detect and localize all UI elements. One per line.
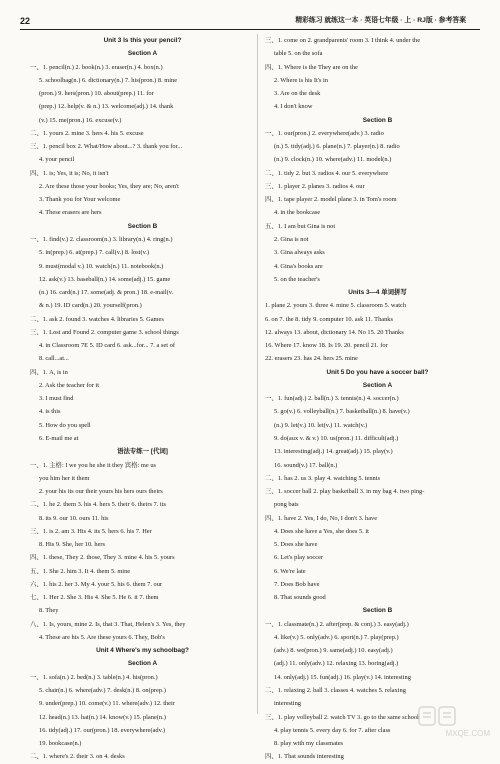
answer-line: 6. E-mail me at <box>39 434 79 442</box>
answer-line: 12. head(n.) 13. hat(n.) 14. know(v.) 15. plane(n.) <box>39 713 166 721</box>
answer-line: 4. These are his 5. Are these yours 6. They, Bob's <box>39 633 165 641</box>
answer-line: 5. in(prep.) 6. at(prep.) 7. call(v.) 8. lost(v.) <box>39 249 150 257</box>
answer-line: 三、1. soccer ball 2. play basketball 3. in my bag 4. two ping- <box>265 488 425 496</box>
answer-line: 一、1. find(v.) 2. classroom(n.) 3. library(n.) 4. ring(n.) <box>30 235 173 243</box>
answer-line: 4. is this <box>39 408 61 416</box>
answer-line: 八、1. Is, yours, mine 2. Is, that 3. That, Helen's 3. Yes, they <box>30 620 186 628</box>
header-rule <box>20 29 480 30</box>
answer-line: 一、1. pencil(n.) 2. book(n.) 3. eraser(n.) 4. box(n.) <box>30 63 163 71</box>
answer-line: 四、1. A, is in <box>30 368 68 376</box>
answer-line: 四、1. That sounds interesting <box>265 753 344 761</box>
answer-line: (n.) 9. let(v.) 10. let(v.) 11. watch(v.) <box>274 421 368 429</box>
answer-line: 四、1. these, They 2. those, They 3. mine 4. his 5. yours <box>30 554 175 562</box>
answer-line: (adj.) 11. only(adv.) 12. relaxing 13. boring(adj.) <box>274 660 399 668</box>
answer-line: 19. bookcase(n.) <box>39 740 82 748</box>
answer-line: 四、1. have 2. Yes, I do, No, I don't 3. have <box>265 514 378 522</box>
section-heading: Unit 5 Do you have a soccer ball? <box>326 368 429 376</box>
answer-line: table 5. on the sofa <box>274 50 323 58</box>
answer-line: 5. schoolbag(n.) 6. dictionary(n.) 7. his(pron.) 8. mine <box>39 76 178 84</box>
section-heading: Section B <box>362 607 393 615</box>
answer-line: 2. Gina is not <box>274 235 309 243</box>
answer-line: 4. I don't know <box>274 103 313 111</box>
answer-line: 9. under(prep.) 10. come(v.) 11. where(adv.) 12. their <box>39 700 175 708</box>
answer-line: 9. must(modal v.) 10. watch(n.) 11. notebook(n.) <box>39 262 164 270</box>
answer-line: 6. on 7. the 8. tidy 9. computer 10. ask 11. Thanks <box>265 315 393 323</box>
answer-line: 3. Are on the desk <box>274 90 321 98</box>
answer-line: 二、1. tidy 2. but 3. radios 4. our 5. everywhere <box>265 169 389 177</box>
answer-line: 4. in the bookcase <box>274 209 321 217</box>
answer-line: 9. do(aux v. & v.) 10. us(pron.) 11. difficult(adj.) <box>274 434 399 442</box>
section-heading: Unit 4 Where's my schoolbag? <box>96 647 189 655</box>
answer-line: (n.) 16. card(n.) 17. some(adj. & pron.) 18. e-mail(v. <box>39 289 174 297</box>
answer-line: 三、1. pencil box 2. What/How about...? 3. thank you for... <box>30 143 183 151</box>
answer-line: (n.) 5. tidy(adj.) 6. plane(n.) 7. player(n.) 8. radio <box>274 143 400 151</box>
answer-line: 12. ask(v.) 13. baseball(n.) 14. some(adj.) 15. game <box>39 275 171 283</box>
answer-line: 三、1. is 2. am 3. His 4. its 5. hers 6. his 7. Her <box>30 527 152 535</box>
answer-line: 一、1. fun(adj.) 2. ball(n.) 3. tennis(n.) 4. soccer(n.) <box>265 395 399 403</box>
answer-line: 4. like(v.) 5. only(adv.) 6. sport(n.) 7. play(prep.) <box>274 633 399 641</box>
section-heading: Section A <box>127 660 158 668</box>
answer-line: 4. your pencil <box>39 156 75 164</box>
answer-line: 一、1. 主格: I we you he she it they 宾格: me us <box>30 461 157 469</box>
answer-line: pong bats <box>274 501 299 509</box>
answer-line: 一、1. our(pron.) 2. everywhere(adv.) 3. radio <box>265 129 384 137</box>
answer-line: 16. Where 17. know 18. Is 19. 20. pencil 21. for <box>265 342 388 350</box>
answer-column-left <box>30 34 255 761</box>
column-divider <box>257 34 258 714</box>
section-heading: Section A <box>127 50 158 58</box>
watermark-text: MXQE.COM <box>445 729 490 738</box>
answer-line: 三、1. Lost and Found 2. computer game 3. school things <box>30 328 179 336</box>
answer-line: 四、1. Where is the They are on the <box>265 63 358 71</box>
answer-line: 2. Where is his It's in <box>274 76 328 84</box>
answer-line: & n.) 19. ID card(n.) 20. yourself(pron.) <box>39 302 142 310</box>
answer-line: 三、1. play volleyball 2. watch TV 3. go to the same school <box>265 713 419 721</box>
answer-line: 16. tidy(adj.) 17. our(pron.) 18. everywhere(adv.) <box>39 726 166 734</box>
answer-line: 1. plane 2. yours 3. three 4. mine 5. classroom 5. watch <box>265 302 407 310</box>
section-heading: Section B <box>127 222 158 230</box>
page-header <box>0 0 500 32</box>
section-heading: Units 3—4 单词拼写 <box>348 289 407 297</box>
answer-line: 8. His 9. She, her 10. hers <box>39 541 106 549</box>
answer-line: 一、1. classmate(n.) 2. after(prep. & conj.) 3. easy(adj.) <box>265 620 409 628</box>
answer-line: 六、1. his 2. her 3. My 4. your 5. his 6. them 7. our <box>30 580 163 588</box>
answer-line: 4. play tennis 5. every day 6. for 7. after class <box>274 726 391 734</box>
answer-line: 二、1. ask 2. found 3. watches 4. libraries 5. Games <box>30 315 164 323</box>
answer-line: 二、1. where's 2. their 3. on 4. desks <box>30 753 125 761</box>
answer-line: 14. only(adj.) 15. fun(adj.) 16. play(v.) 14. interesting <box>274 673 411 681</box>
answer-line: 3. Gina always asks <box>274 249 325 257</box>
answer-line: 6. We're late <box>274 567 306 575</box>
answer-line: 5. How do you spell <box>39 421 91 429</box>
answer-line: 4. Gina's books are <box>274 262 323 270</box>
section-heading: Section A <box>362 381 393 389</box>
answer-line: interesting <box>274 700 301 708</box>
answer-line: (adv.) 8. we(pron.) 9. same(adj.) 10. easy(adj.) <box>274 647 393 655</box>
section-heading: 语法专练一 [代词] <box>117 448 168 456</box>
answer-line: 8. They <box>39 607 59 615</box>
answer-line: 6. Let's play soccer <box>274 554 324 562</box>
answer-line: 8. That sounds good <box>274 594 326 602</box>
watermark <box>418 706 490 738</box>
answer-line: 5. go(v.) 6. volleyball(n.) 7. basketball(n.) 8. have(v.) <box>274 408 410 416</box>
answer-line: 四、1. tape player 2. model plane 3. in Tom's room <box>265 196 397 204</box>
answer-line: 四、1. is; Yes, it is; No, it isn't <box>30 169 109 177</box>
answer-line: 13. interesting(adj.) 14. great(adj.) 15. play(v.) <box>274 448 393 456</box>
answer-line: 5. Does she have <box>274 541 318 549</box>
answer-line: 五、1. I am but Gina is not <box>265 222 336 230</box>
answer-line: 二、1. relaxing 2. ball 3. classes 4. watches 5. relaxing <box>265 687 406 695</box>
answer-line: 二、1. he 2. them 3. his 4. hers 5. their 6. theirs 7. its <box>30 501 166 509</box>
answer-line: 8. play with my classmates <box>274 740 344 748</box>
answer-line: 7. Does Bob have <box>274 580 320 588</box>
answer-line: 22. erasers 23. has 24. hers 25. mine <box>265 355 358 363</box>
answer-line: (pron.) 9. hers(pron.) 10. about(prep.) 11. for <box>39 90 154 98</box>
section-heading: Section B <box>362 116 393 124</box>
answer-line: 二、1. yours 2. mine 3. hers 4. his 5. excuse <box>30 129 144 137</box>
answer-line: 12. always 13. about, dictionary 14. No 15. 20 Thanks <box>265 328 404 336</box>
answer-line: 8. call...at... <box>39 355 69 363</box>
answer-line: 三、1. come on 2. grandparents' room 3. I think 4. under the <box>265 37 421 44</box>
answer-line: 2. Ask the teacher for it <box>39 381 99 389</box>
watermark-logo-icon <box>418 706 458 728</box>
answer-line: 七、1. Her 2. She 3. His 4. She 5. He 6. it 7. them <box>30 594 159 602</box>
answer-line: 4. These erasers are hers <box>39 209 102 217</box>
answer-line: 三、1. player 2. planes 3. radios 4. our <box>265 182 365 190</box>
answer-line: 4. Does she have a Yes, she does 5. it <box>274 527 369 535</box>
answer-line: 4. in Classroom 7E 5. ID card 6. ask...for... 7. a set of <box>39 342 175 350</box>
answer-line: 5. chair(n.) 6. where(adv.) 7. desk(n.) 8. on(prep.) <box>39 687 166 695</box>
answer-line: 3. I must find <box>39 395 74 403</box>
answer-line: (prep.) 12. help(v. & n.) 13. welcome(adj.) 14. thank <box>39 103 174 111</box>
book-title: 精彩练习 就练这一本 · 英语七年级 · 上 · RJ版 · 参考答案 <box>295 17 466 24</box>
answer-line: 8. its 9. our 10. ours 11. his <box>39 514 109 522</box>
answer-line: 2. your his its our their yours his hers ours theirs <box>39 488 163 496</box>
answer-line: 2. Are these those your books; Yes, they are; No, aren't <box>39 182 179 190</box>
page-number: 22 <box>20 16 31 26</box>
answer-line: 五、1. She 2. him 3. It 4. them 5. mine <box>30 567 131 575</box>
answer-line: 二、1. has 2. us 3. play 4. watching 5. tennis <box>265 474 381 482</box>
answer-line: 16. sound(v.) 17. ball(n.) <box>274 461 338 469</box>
answer-line: 5. on the teacher's <box>274 275 320 283</box>
answer-line: you him her it them <box>39 474 90 482</box>
answer-line: (n.) 9. clock(n.) 10. where(adv.) 11. model(n.) <box>274 156 392 164</box>
section-heading: Unit 3 Is this your pencil? <box>103 37 182 44</box>
answer-line: 3. Thank you for Your welcome <box>39 196 121 204</box>
answer-line: (v.) 15. me(pron.) 16. excuse(v.) <box>39 116 122 124</box>
answer-line: 一、1. sofa(n.) 2. bed(n.) 3. table(n.) 4. his(pron.) <box>30 673 158 681</box>
